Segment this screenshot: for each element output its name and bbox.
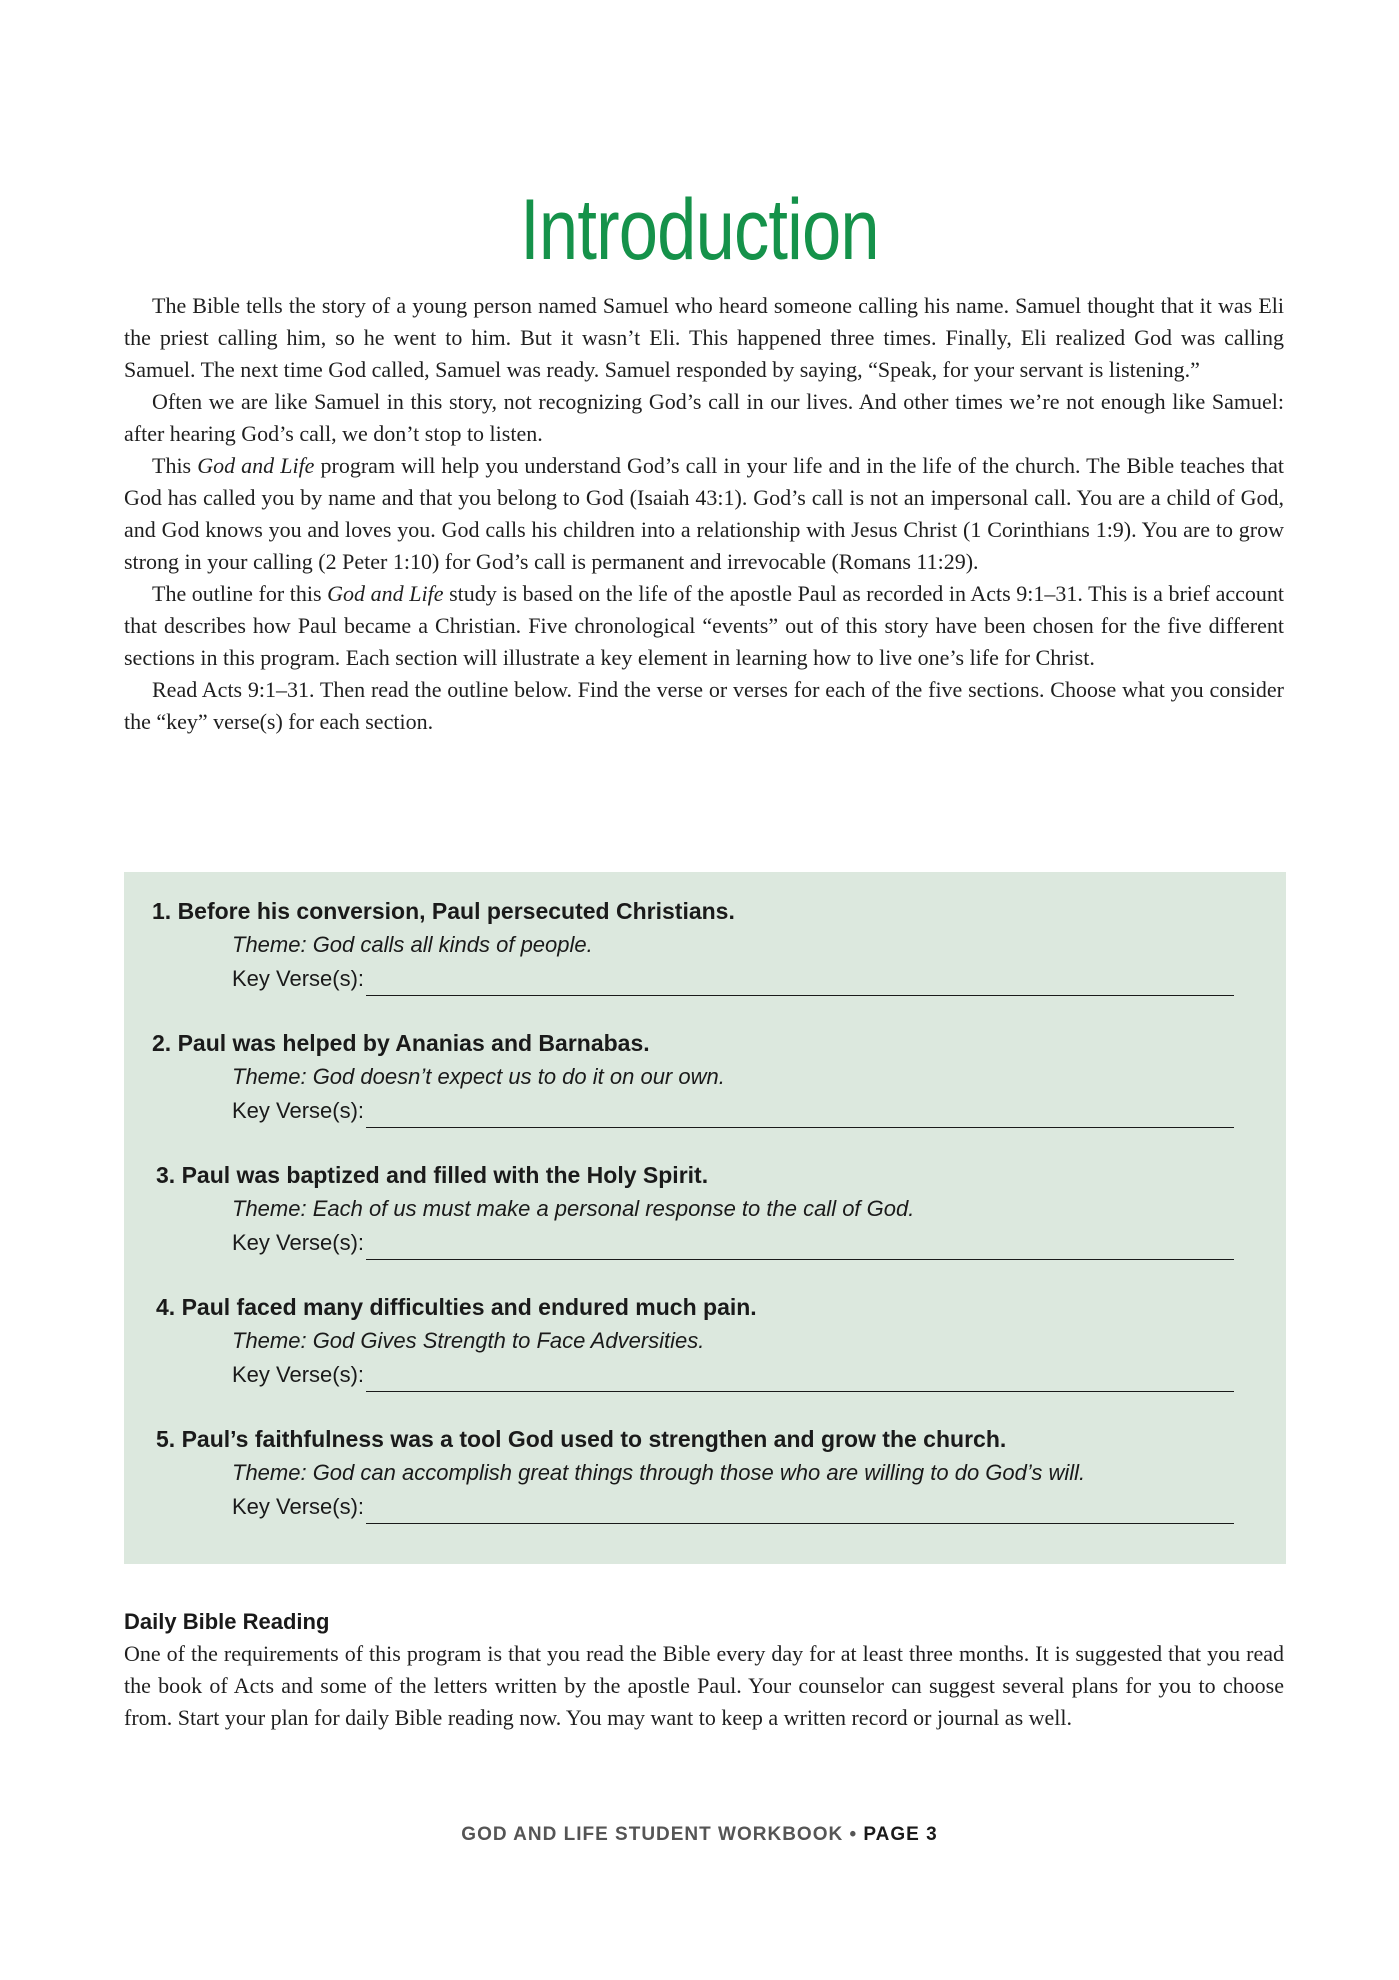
page-footer bbox=[0, 1824, 1399, 1846]
key-verse-blank[interactable] bbox=[366, 1101, 1234, 1128]
intro-paragraph-4 bbox=[124, 578, 1284, 674]
key-verse-row bbox=[156, 1226, 1256, 1260]
key-verse-row bbox=[152, 962, 1252, 996]
outline-theme: Theme: God can accomplish great things through those who are willing to do God’s will. bbox=[232, 1460, 1086, 1485]
daily-reading-text bbox=[124, 1638, 1284, 1734]
intro-p4-start: The outline for this bbox=[152, 581, 328, 606]
outline-item-5 bbox=[156, 1422, 1256, 1524]
program-name-italic: God and Life bbox=[197, 453, 315, 478]
outline-box bbox=[124, 872, 1286, 1564]
key-verse-label: Key Verse(s): bbox=[232, 1098, 365, 1123]
introduction-text bbox=[124, 290, 1284, 738]
key-verse-row bbox=[152, 1094, 1252, 1128]
key-verse-label: Key Verse(s): bbox=[232, 1494, 365, 1519]
outline-heading: 1. Before his conversion, Paul persecuted Christians. bbox=[152, 898, 735, 924]
key-verse-label: Key Verse(s): bbox=[232, 1230, 365, 1255]
outline-heading: 3. Paul was baptized and filled with the Holy Spirit. bbox=[156, 1162, 709, 1188]
intro-paragraph-2: Often we are like Samuel in this story, not recognizing God’s call in our lives. And other times we’re not enough like Samuel: after hearing God’s call, we don’t stop to listen. bbox=[124, 389, 1284, 446]
intro-p3-end: program will help you understand God’s call in your life and in the life of the church. The Bible teaches that God has called you by name and that you belong to God (Isaiah 43:1). God’s call is not an impersonal call. You are a child of God, and God knows you and loves you. God calls his children into a relationship with Jesus Christ (1 Corinthians 1:9). You are to grow strong in your calling (2 Peter 1:10) for God’s call is permanent and irrevocable (Romans 11:29). bbox=[124, 453, 1284, 574]
outline-theme: Theme: God calls all kinds of people. bbox=[232, 932, 593, 957]
outline-heading: 5. Paul’s faithfulness was a tool God used to strengthen and grow the church. bbox=[156, 1426, 1007, 1452]
key-verse-blank[interactable] bbox=[366, 969, 1234, 996]
daily-reading-heading: Daily Bible Reading bbox=[124, 1609, 330, 1634]
footer-book-title: GOD AND LIFE STUDENT WORKBOOK bbox=[461, 1824, 844, 1845]
outline-heading: 2. Paul was helped by Ananias and Barnabas. bbox=[152, 1030, 650, 1056]
page-title: Introduction bbox=[520, 182, 879, 278]
footer-page-number: PAGE 3 bbox=[863, 1824, 938, 1845]
study-name-italic: God and Life bbox=[327, 581, 444, 606]
outline-item-3 bbox=[156, 1158, 1256, 1260]
footer-separator: • bbox=[843, 1824, 864, 1845]
key-verse-blank[interactable] bbox=[366, 1233, 1234, 1260]
outline-item-1 bbox=[152, 894, 1252, 996]
outline-theme: Theme: God doesn’t expect us to do it on our own. bbox=[232, 1064, 725, 1089]
key-verse-row bbox=[156, 1490, 1256, 1524]
intro-paragraph-1: The Bible tells the story of a young person named Samuel who heard someone calling his name. Samuel thought that it was Eli the priest calling him, so he went to him. But it wasn’t Eli. This happened three times. Finally, Eli realized God was calling Samuel. The next time God called, Samuel was ready. Samuel responded by saying, “Speak, for your servant is listening.” bbox=[124, 293, 1284, 382]
intro-p3-start: This bbox=[152, 453, 198, 478]
outline-theme: Theme: Each of us must make a personal response to the call of God. bbox=[232, 1196, 915, 1221]
key-verse-row bbox=[156, 1358, 1256, 1392]
key-verse-label: Key Verse(s): bbox=[232, 966, 365, 991]
intro-paragraph-5: Read Acts 9:1–31. Then read the outline below. Find the verse or verses for each of the five sections. Choose what you consider the “key” verse(s) for each section. bbox=[124, 677, 1284, 734]
daily-reading-paragraph: One of the requirements of this program is that you read the Bible every day for at least three months. It is suggested that you read the book of Acts and some of the letters written by the apostle Paul. Your counselor can suggest several plans for you to choose from. Start your plan for daily Bible reading now. You may want to keep a written record or journal as well. bbox=[124, 1641, 1284, 1730]
intro-paragraph-3 bbox=[124, 450, 1284, 578]
outline-item-2 bbox=[152, 1026, 1252, 1128]
outline-item-4 bbox=[156, 1290, 1256, 1392]
key-verse-label: Key Verse(s): bbox=[232, 1362, 365, 1387]
intro-p4-end: study is based on the life of the apostle Paul as recorded in Acts 9:1–31. This is a brief account that describes how Paul became a Christian. Five chronological “events” out of this story have been chosen for the five different sections in this program. Each section will illustrate a key element in learning how to live one’s life for Christ. bbox=[124, 581, 1284, 670]
outline-theme: Theme: God Gives Strength to Face Adversities. bbox=[232, 1328, 705, 1353]
outline-heading: 4. Paul faced many difficulties and endured much pain. bbox=[156, 1294, 757, 1320]
key-verse-blank[interactable] bbox=[366, 1497, 1234, 1524]
key-verse-blank[interactable] bbox=[366, 1365, 1234, 1392]
